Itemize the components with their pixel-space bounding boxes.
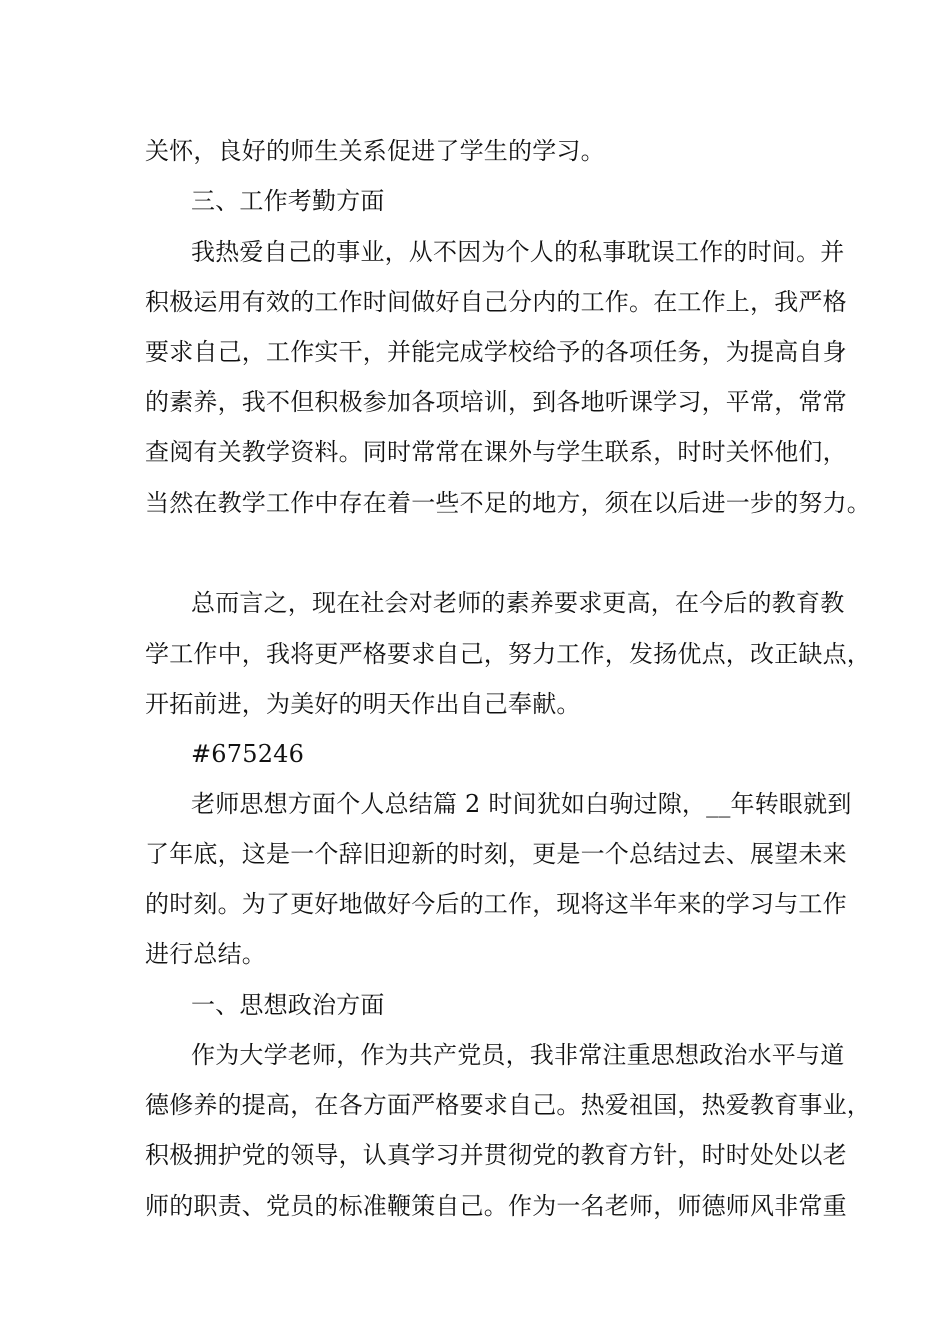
text-line: 总而言之，现在社会对老师的素养要求更高，在今后的教育教 bbox=[191, 589, 845, 617]
text-line: 开拓前进，为美好的明天作出自己奉献。 bbox=[145, 690, 581, 718]
text-line: 查阅有关教学资料。同时常常在课外与学生联系，时时关怀他们， bbox=[145, 438, 847, 466]
document-id: #675246 bbox=[191, 740, 305, 768]
text-line: 了年底，这是一个辞旧迎新的时刻，更是一个总结过去、展望未来 bbox=[145, 840, 847, 868]
text-line: 关怀，良好的师生关系促进了学生的学习。 bbox=[145, 137, 605, 165]
section-heading: 一、思想政治方面 bbox=[191, 991, 385, 1019]
text-line: 作为大学老师，作为共产党员，我非常注重思想政治水平与道 bbox=[191, 1041, 845, 1069]
text-line: 积极运用有效的工作时间做好自己分内的工作。在工作上，我严格 bbox=[145, 288, 847, 316]
text-line: 的素养，我不但积极参加各项培训，到各地听课学习，平常，常常 bbox=[145, 388, 847, 416]
text-line: 要求自己，工作实干，并能完成学校给予的各项任务，为提高自身 bbox=[145, 338, 847, 366]
text-line: 德修养的提高，在各方面严格要求自己。热爱祖国，热爱教育事业， bbox=[145, 1091, 871, 1119]
text-line: 进行总结。 bbox=[145, 940, 266, 968]
text-line: 的时刻。为了更好地做好今后的工作，现将这半年来的学习与工作 bbox=[145, 890, 847, 918]
text-line: 积极拥护党的领导，认真学习并贯彻党的教育方针，时时处处以老 bbox=[145, 1141, 847, 1169]
text-line: 当然在教学工作中存在着一些不足的地方，须在以后进一步的努力。 bbox=[145, 489, 871, 517]
text-line: 老师思想方面个人总结篇 2 时间犹如白驹过隙，__年转眼就到 bbox=[191, 790, 852, 818]
text-line: 我热爱自己的事业，从不因为个人的私事耽误工作的时间。并 bbox=[191, 238, 845, 266]
text-line: 学工作中，我将更严格要求自己，努力工作，发扬优点，改正缺点， bbox=[145, 640, 871, 668]
section-heading: 三、工作考勤方面 bbox=[191, 187, 385, 215]
text-line: 师的职责、党员的标准鞭策自己。作为一名老师，师德师风非常重 bbox=[145, 1192, 847, 1220]
